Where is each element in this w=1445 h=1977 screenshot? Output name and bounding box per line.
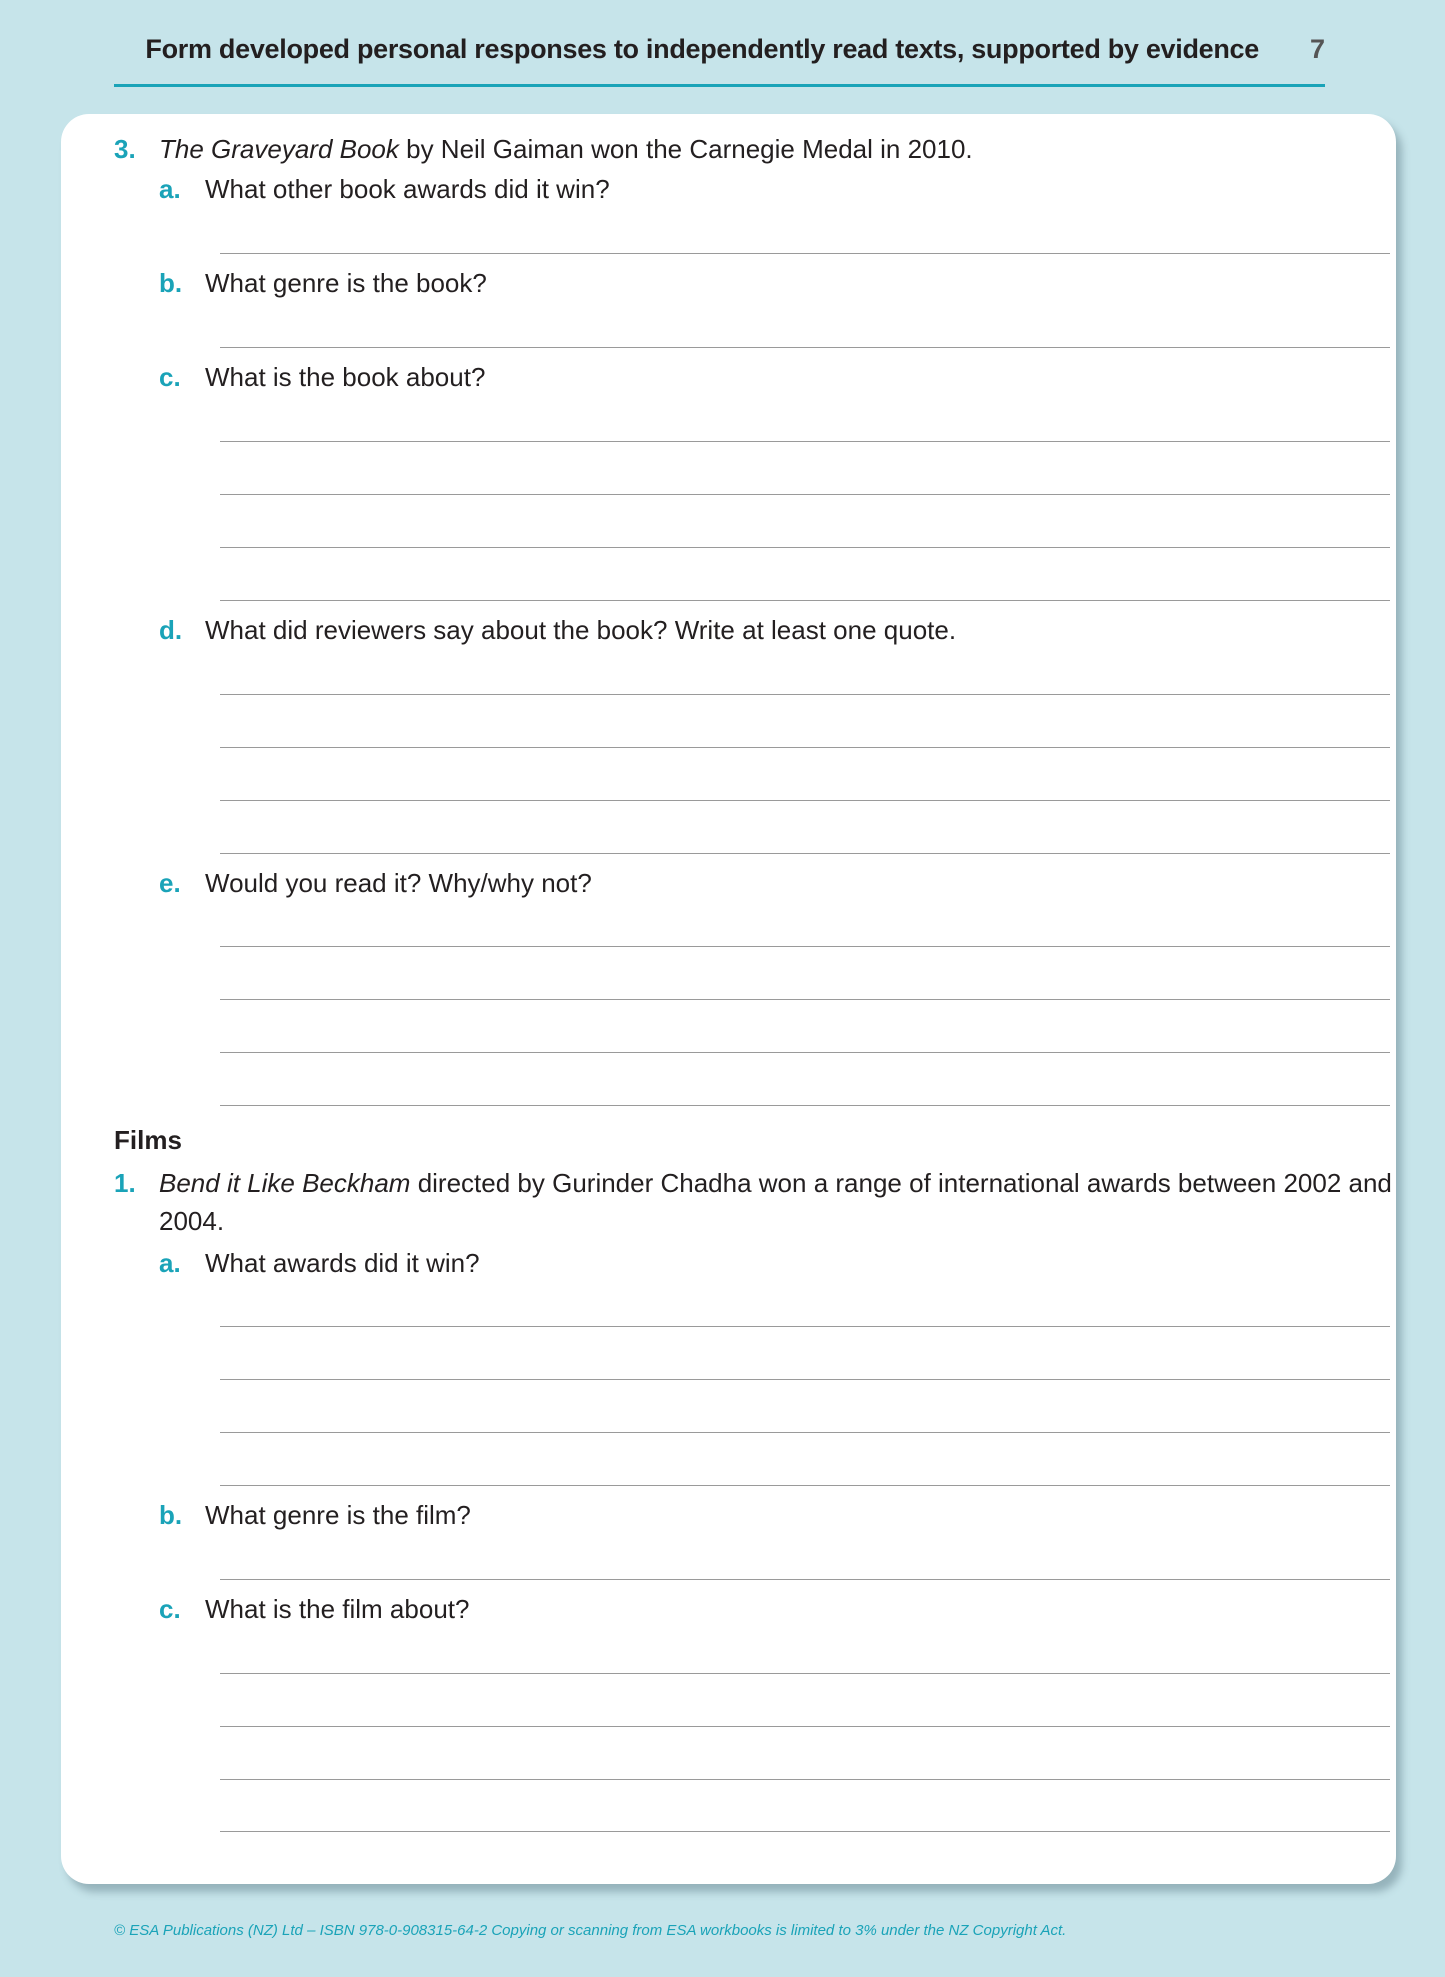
part-letter: e. xyxy=(159,868,181,898)
films-heading: Films xyxy=(114,1125,182,1155)
question-number: 3. xyxy=(114,134,136,164)
answer-line[interactable] xyxy=(220,1379,1390,1380)
answer-line[interactable] xyxy=(220,600,1390,601)
part-letter: b. xyxy=(159,268,183,298)
part-text: What other book awards did it win? xyxy=(205,174,610,204)
question-intro-rest: directed by Gurinder Chadha won a range of international awards between 2002 and xyxy=(410,1168,1392,1198)
book-title: The Graveyard Book xyxy=(159,134,399,164)
part-letter: a. xyxy=(159,174,181,204)
answer-line[interactable] xyxy=(220,1831,1390,1832)
answer-line[interactable] xyxy=(220,999,1390,1000)
part-text: What genre is the film? xyxy=(205,1500,471,1530)
answer-line[interactable] xyxy=(220,441,1390,442)
copyright-footer: © ESA Publications (NZ) Ltd – ISBN 978-0-908315-64-2 Copying or scanning from ESA workbooks is limited to 3% under the NZ Copyright Act. xyxy=(114,1922,1067,1939)
answer-line[interactable] xyxy=(220,347,1390,348)
part-letter: c. xyxy=(159,1594,181,1624)
answer-line[interactable] xyxy=(220,253,1390,254)
answer-line[interactable] xyxy=(220,494,1390,495)
part-text: What is the film about? xyxy=(205,1594,470,1624)
answer-line[interactable] xyxy=(220,1673,1390,1674)
header-title: Form developed personal responses to independently read texts, supported by evidence xyxy=(145,34,1259,64)
answer-line[interactable] xyxy=(220,1432,1390,1433)
part-letter: d. xyxy=(159,615,183,645)
worksheet-card xyxy=(61,114,1396,1884)
part-letter: a. xyxy=(159,1248,181,1278)
answer-line[interactable] xyxy=(220,1105,1390,1106)
answer-line[interactable] xyxy=(220,1052,1390,1053)
part-text: What is the book about? xyxy=(205,362,486,392)
page-number: 7 xyxy=(1309,34,1325,64)
answer-line[interactable] xyxy=(220,946,1390,947)
question-number: 1. xyxy=(114,1168,136,1198)
question-intro xyxy=(159,130,973,168)
question-intro-line2: 2004. xyxy=(159,1206,225,1236)
answer-line[interactable] xyxy=(220,1326,1390,1327)
question-intro xyxy=(159,1164,1392,1202)
part-letter: c. xyxy=(159,362,181,392)
answer-line[interactable] xyxy=(220,1726,1390,1727)
answer-line[interactable] xyxy=(220,694,1390,695)
answer-line[interactable] xyxy=(220,547,1390,548)
part-text: Would you read it? Why/why not? xyxy=(205,868,592,898)
answer-line[interactable] xyxy=(220,800,1390,801)
part-text: What awards did it win? xyxy=(205,1248,480,1278)
answer-line[interactable] xyxy=(220,747,1390,748)
question-intro-rest: by Neil Gaiman won the Carnegie Medal in 2010. xyxy=(398,134,973,164)
answer-line[interactable] xyxy=(220,1579,1390,1580)
part-text: What did reviewers say about the book? Write at least one quote. xyxy=(205,615,957,645)
part-text: What genre is the book? xyxy=(205,268,487,298)
page-header xyxy=(114,30,1325,87)
film-title: Bend it Like Beckham xyxy=(159,1168,411,1198)
answer-line[interactable] xyxy=(220,1779,1390,1780)
part-letter: b. xyxy=(159,1500,183,1530)
answer-line[interactable] xyxy=(220,1485,1390,1486)
answer-line[interactable] xyxy=(220,853,1390,854)
